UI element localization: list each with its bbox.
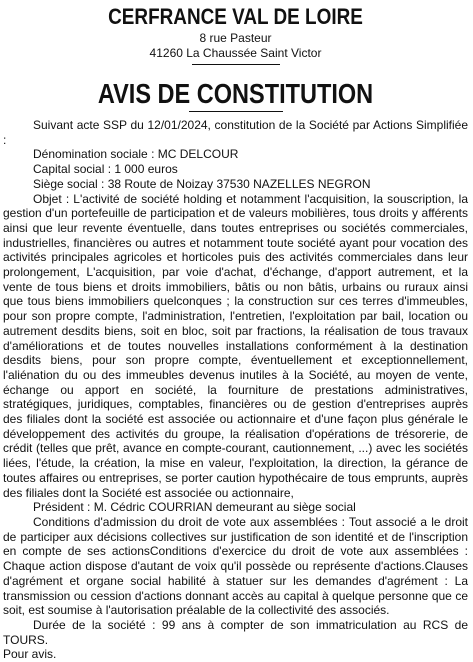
paragraph-capital: Capital social : 1 000 euros (33, 162, 178, 177)
paragraph-pour-avis: Pour avis. (3, 647, 57, 662)
paragraph-siege: Siège social : 38 Route de Noizay 37530 NAZELLES NEGRON (33, 176, 371, 191)
notice-body (3, 118, 468, 662)
notice-title: AVIS DE CONSTITUTION (97, 78, 374, 109)
address-line-2: 41260 La Chaussée Saint Victor (149, 46, 322, 60)
org-name: CERFRANCE VAL DE LOIRE (108, 4, 363, 29)
paragraph-conditions: Conditions d'admission du droit de vote aux assemblées : Tout associé a le droit de participer aux décisions collectives sur justification de son identité et de l'inscription en compte de ses actionsConditions d'exercice du droit de vote aux assemblées : Chaque action dispose d'autant de voix qu'il possède ou représente d'actions.Clauses d'agrément et organe social habilité à statuer sur les demandes d'agrément : La transmission ou cession d'actions donnant accès au capital à quelque personne que ce soit, est soumise à l'autorisation préalable de la collectivité des associés. (3, 514, 468, 618)
title-divider (189, 111, 283, 112)
paragraph-president: Président : M. Cédric COURRIAN demeurant au siège social (33, 500, 356, 515)
header-divider (192, 64, 280, 65)
paragraph-denomination: Dénomination sociale : MC DELCOUR (33, 147, 239, 162)
paragraph-objet: Objet : L'activité de société holding et notamment l'acquisition, la souscription, la gestion d'un portefeuille de participation et de valeurs mobilières, tous droits y afférents ainsi que leur revente éventuelle, dans toutes entreprises ou sociétés commerciales, industrielles, financières ou autres et notamment toute société ayant pour vocation des activités principales agricoles et horticoles puis des activités commerciales dans leur prolongement, L'acquisition, par voie d'achat, d'échange, d'apport autrement, et la vente de tous biens et droits immobiliers, bâtis ou non bâtis, urbains ou ruraux ainsi que tous biens immobiliers quelconques ; la construction sur ces terres d'immeubles, pour son propre compte, l'administration, l'entretien, l'exploitation par bail, location ou autrement desdits biens, soit en bloc, soit par fractions, la réalisation de tous travaux d'améliorations et de toutes nouvelles installations conformément à la destination desdits biens, pour son propre compte, éventuellement et exceptionnellement, l'aliénation du ou des immeubles devenus inutiles à la Société, au moyen de vente, échange ou apport en société, la fourniture de prestations administratives, stratégiques, juridiques, comptables, financières ou de gestion d'entreprises auprès des filiales dont la société est associée ou actionnaire et d'une façon plus générale le développement des activités du groupe, la réalisation d'opérations de trésorerie, de crédit (telles que prêt, avance en compte-courant, cautionnement, ...) avec les sociétés liées, l'étude, la création, la mise en valeur, l'exploitation, la direction, la gérance de toutes affaires ou entreprises, se porter caution hypothécaire de tous emprunts, auprès des filiales dont la Société est associée ou actionnaire, (3, 191, 468, 500)
address-line-1: 8 rue Pasteur (199, 31, 272, 45)
paragraph-acte: Suivant acte SSP du 12/01/2024, constitution de la Société par Actions Simplifiée : (3, 118, 468, 147)
paragraph-duree: Durée de la société : 99 ans à compter de son immatriculation au RCS de TOURS. (3, 617, 468, 647)
